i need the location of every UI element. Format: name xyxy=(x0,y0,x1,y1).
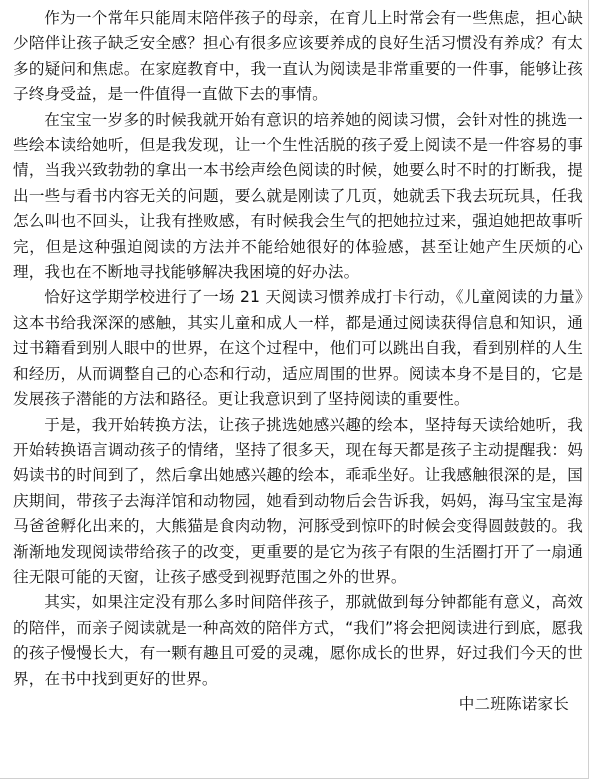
paragraph-new-method: 于是，我开始转换方法，让孩子挑选她感兴趣的绘本，坚持每天读给她听，我开始转换语言调动孩子的情绪，坚持了很多天，现在每天都是孩子主动提醒我：妈妈读书的时间到了，然后拿出她感兴趣的绘本，乖乖坐好。让我感触很深的是，国庆期间，带孩子去海洋馆和动物园，她看到动物后会告诉我，妈妈，海马宝宝是海马爸爸孵化出来的，大熊猫是食肉动物，河豚受到惊吓的时候会变得圆鼓鼓的。我渐渐地发现阅读带给孩子的改变，更重要的是它为孩子有限的生活圈打开了一扇通往无限可能的天窗，让孩子感受到视野范围之外的世界。 xyxy=(13,415,583,586)
paragraph-early-reading: 在宝宝一岁多的时候我就开始有意识的培养她的阅读习惯，会针对性的挑选一些绘本读给她听，但是我发现，让一个生性活脱的孩子爱上阅读不是一件容易的事情，当我兴致勃勃的拿出一本书绘声绘色阅读的时候，她要么时不时的打断我，提出一些与看书内容无关的问题，要么就是刚读了几页，她就丢下我去玩玩具，任我怎么叫也不回头，让我有挫败感，有时候我会生气的把她拉过来，强迫她把故事听完，但是这种强迫阅读的方法并不能给她很好的体验感，甚至让她产生厌烦的心理，我也在不断地寻找能够解决我困境的好办法。 xyxy=(13,110,583,282)
paragraph-conclusion: 其实，如果注定没有那么多时间陪伴孩子，那就做到每分钟都能有意义，高效的陪伴，而亲子阅读就是一种高效的陪伴方式，“我们”将会把阅读进行到底，愿我的孩子慢慢长大，有一颗有趣且可爱的灵魂，愿你成长的世界，好过我们今天的世界，在书中找到更好的世界。 xyxy=(13,593,583,688)
paragraph-intro: 作为一个常年只能周末陪伴孩子的母亲，在育儿上时常会有一些焦虑，担心缺少陪伴让孩子缺乏安全感？担心有很多应该要养成的良好生活习惯没有养成？有太多的疑问和焦虑。在家庭教育中，我一直认为阅读是非常重要的一件事，能够让孩子终身受益，是一件值得一直做下去的事情。 xyxy=(13,9,583,104)
article-body xyxy=(13,6,583,717)
author-signature: 中二班陈诺家长 xyxy=(458,694,569,713)
paragraph-school-campaign: 恰好这学期学校进行了一场 21 天阅读习惯养成打卡行动，《儿童阅读的力量》这本书给我深深的感触，其实儿童和成人一样，都是通过阅读获得信息和知识，通过书籍看到别人眼中的世界，在这个过程中，他们可以跳出自我，看到别样的人生和经历，从而调整自己的心态和行动，适应周围的世界。阅读本身不是目的，它是发展孩子潜能的方法和路径。更让我意识到了坚持阅读的重要性。 xyxy=(13,288,583,409)
